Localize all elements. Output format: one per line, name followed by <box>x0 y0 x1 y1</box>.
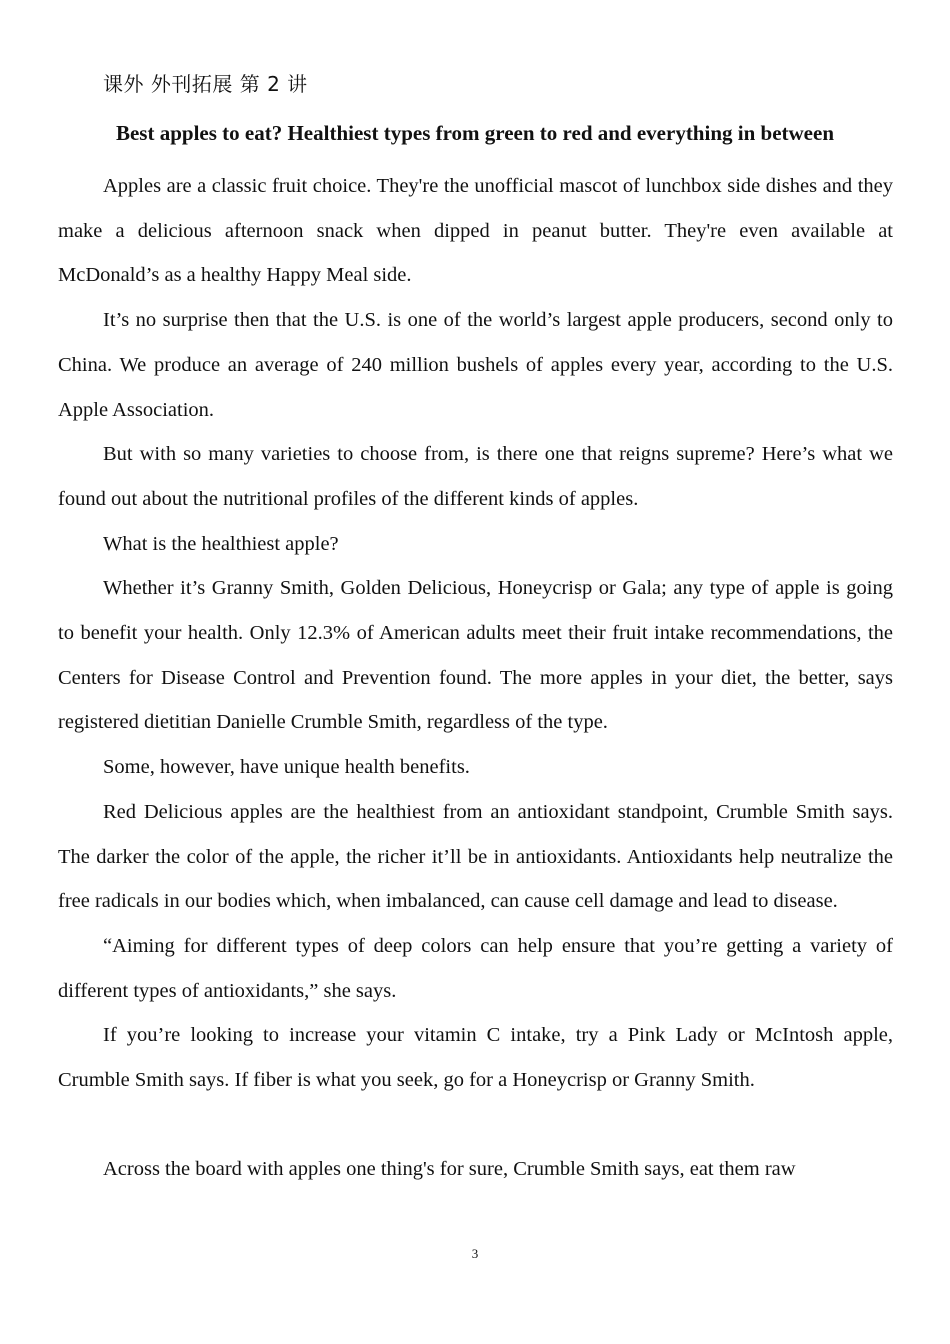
page-number: 3 <box>471 1246 479 1261</box>
paragraph-red-delicious: Red Delicious apples are the healthiest from an antioxidant standpoint, Crumble Smith says. The darker the color of the apple, the richer it’ll be in antioxidants. Antioxidants help neutralize the free radicals in our bodies which, when imbalanced, can cause cell damage and lead to disease. <box>58 800 893 913</box>
article-title: Best apples to eat? Healthiest types from green to red and everything in between <box>115 121 834 145</box>
paragraph-intro: Apples are a classic fruit choice. They're the unofficial mascot of lunchbox side dishes and they make a delicious afternoon snack when dipped in peanut butter. They're even available at McDonald’s as a healthy Happy Meal side. <box>58 175 893 287</box>
paragraph-production: It’s no surprise then that the U.S. is one of the world’s largest apple producers, second only to China. We produce an average of 240 million bushels of apples every year, according to the U.S. Apple Association. <box>58 309 893 421</box>
paragraph-benefits: Whether it’s Granny Smith, Golden Delicious, Honeycrisp or Gala; any type of apple is going to benefit your health. Only 12.3% of American adults meet their fruit intake recommendations, the Centers for Disease Control and Prevention found. The more apples in your diet, the better, says registered dietitian Danielle Crumble Smith, regardless of the type. <box>58 577 893 734</box>
paragraph-spacer <box>58 1103 893 1148</box>
course-header: 课外 外刊拓展 第 2 讲 <box>103 72 308 96</box>
paragraph-quote: “Aiming for different types of deep colors can help ensure that you’re getting a variety of different types of antioxidants,” she says. <box>58 934 893 1002</box>
article-body <box>58 164 893 1192</box>
paragraph-unique: Some, however, have unique health benefits. <box>103 756 470 779</box>
paragraph-vitamin-c: If you’re looking to increase your vitamin C intake, try a Pink Lady or McIntosh apple, Crumble Smith says. If fiber is what you seek, go for a Honeycrisp or Granny Smith. <box>58 1024 893 1092</box>
paragraph-varieties: But with so many varieties to choose from, is there one that reigns supreme? Here’s what we found out about the nutritional profiles of the different kinds of apples. <box>58 443 893 510</box>
section-heading-healthiest: What is the healthiest apple? <box>103 532 339 555</box>
paragraph-raw: Across the board with apples one thing's for sure, Crumble Smith says, eat them raw <box>103 1158 796 1181</box>
